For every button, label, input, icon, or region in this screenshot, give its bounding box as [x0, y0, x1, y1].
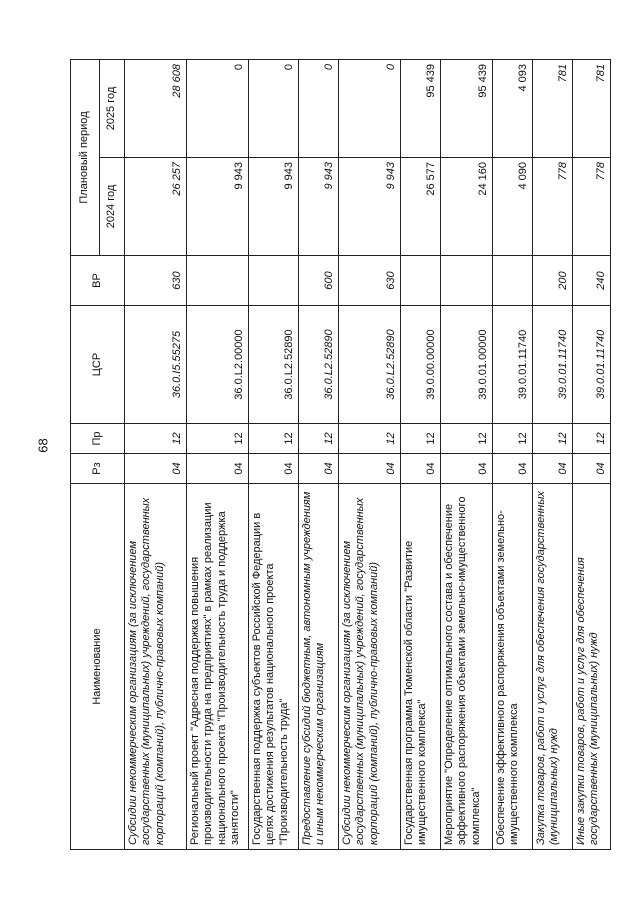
row-rz-cell: 04: [339, 454, 401, 484]
row-rz-cell: 04: [299, 454, 339, 484]
row-vr-cell: 600: [299, 256, 339, 306]
row-csr-cell: 39.0.01.00000: [441, 306, 493, 424]
row-value-2024-cell: 26 257: [125, 158, 187, 256]
row-rz-cell: 04: [441, 454, 493, 484]
row-pr-cell: 12: [339, 424, 401, 454]
row-name-cell: Государственная программа Тюменской области "Развитие имущественного комплекса": [401, 484, 441, 850]
row-pr-cell: 12: [441, 424, 493, 454]
budget-table: [70, 59, 611, 850]
row-value-2025-cell: 95 439: [401, 60, 441, 158]
row-value-2024-cell: 24 160: [441, 158, 493, 256]
row-csr-cell: 36.0.I5.55275: [125, 306, 187, 424]
row-rz-cell: 04: [533, 454, 573, 484]
row-value-2024-cell: 9 943: [187, 158, 249, 256]
row-name-cell: Субсидии некоммерческим организациям (за исключением государственных (муниципальных) учреждений, государственных корпораций (компаний), публично-правовых компаний): [125, 484, 187, 850]
table-row: [187, 60, 249, 850]
table-row: [573, 60, 611, 850]
row-name-cell: Мероприятие "Определение оптимального состава и обеспечение эффективного распоряжения объектами земельно-имущественного комплекса": [441, 484, 493, 850]
table-row: [299, 60, 339, 850]
table-row: [249, 60, 299, 850]
row-vr-cell: 240: [573, 256, 611, 306]
row-value-2024-cell: 9 943: [249, 158, 299, 256]
table-row: [125, 60, 187, 850]
row-csr-cell: 39.0.00.00000: [401, 306, 441, 424]
row-value-2024-cell: 26 577: [401, 158, 441, 256]
row-pr-cell: 12: [249, 424, 299, 454]
row-pr-cell: 12: [299, 424, 339, 454]
row-name-cell: Закупка товаров, работ и услуг для обеспечения государственных (муниципальных) нужд: [533, 484, 573, 850]
table-row: [533, 60, 573, 850]
header-csr: ЦСР: [71, 306, 125, 424]
row-vr-cell: 630: [339, 256, 401, 306]
row-vr-cell: 200: [533, 256, 573, 306]
row-name-cell: Предоставление субсидий бюджетным, автономным учреждениям и иным некоммерческим организациям: [299, 484, 339, 850]
row-value-2024-cell: 778: [573, 158, 611, 256]
row-name-cell: Обеспечение эффективного распоряжения объектами земельно-имущественного комплекса: [493, 484, 533, 850]
row-value-2024-cell: 778: [533, 158, 573, 256]
table-body: [125, 60, 611, 850]
row-value-2025-cell: 781: [533, 60, 573, 158]
row-rz-cell: 04: [401, 454, 441, 484]
row-rz-cell: 04: [493, 454, 533, 484]
row-value-2025-cell: 0: [339, 60, 401, 158]
row-name-cell: Государственная поддержка субъектов Российской Федерации в целях достижения результатов национального проекта "Производительность труда": [249, 484, 299, 850]
table-row: [401, 60, 441, 850]
row-pr-cell: 12: [493, 424, 533, 454]
row-vr-cell: [401, 256, 441, 306]
table-row: [339, 60, 401, 850]
row-rz-cell: 04: [187, 454, 249, 484]
row-name-cell: Иные закупки товаров, работ и услуг для обеспечения государственных (муниципальных) нужд: [573, 484, 611, 850]
row-csr-cell: 36.0.L2.52890: [299, 306, 339, 424]
header-name: Наименование: [71, 484, 125, 850]
row-pr-cell: 12: [401, 424, 441, 454]
row-vr-cell: [493, 256, 533, 306]
row-value-2025-cell: 0: [299, 60, 339, 158]
row-value-2025-cell: 0: [249, 60, 299, 158]
row-csr-cell: 39.0.01.11740: [573, 306, 611, 424]
row-name-cell: Региональный проект "Адресная поддержка повышения производительности труда на предприятиях" в рамках реализации национального проекта "Производительность труда и поддержка занятости": [187, 484, 249, 850]
row-csr-cell: 36.0.L2.52890: [249, 306, 299, 424]
table-row: [441, 60, 493, 850]
header-rz: Рз: [71, 454, 125, 484]
row-vr-cell: [249, 256, 299, 306]
row-value-2025-cell: 4 093: [493, 60, 533, 158]
page-number: 68: [35, 438, 51, 453]
row-rz-cell: 04: [573, 454, 611, 484]
header-planned-period: Плановый период: [71, 60, 100, 256]
row-pr-cell: 12: [573, 424, 611, 454]
row-rz-cell: 04: [249, 454, 299, 484]
row-rz-cell: 04: [125, 454, 187, 484]
row-csr-cell: 36.0.L2.00000: [187, 306, 249, 424]
row-value-2024-cell: 9 943: [299, 158, 339, 256]
budget-table-container: [70, 60, 607, 850]
header-row-1: [71, 60, 100, 850]
row-vr-cell: [441, 256, 493, 306]
row-csr-cell: 39.0.01.11740: [493, 306, 533, 424]
row-name-cell: Субсидии некоммерческим организациям (за исключением государственных (муниципальных) учреждений, государственных корпораций (компаний), публично-правовых компаний): [339, 484, 401, 850]
row-value-2025-cell: 28 608: [125, 60, 187, 158]
header-pr: Пр: [71, 424, 125, 454]
header-vr: ВР: [71, 256, 125, 306]
table-row: [493, 60, 533, 850]
rotated-table-frame: [70, 60, 607, 850]
row-csr-cell: 36.0.L2.52890: [339, 306, 401, 424]
row-pr-cell: 12: [125, 424, 187, 454]
row-pr-cell: 12: [533, 424, 573, 454]
row-value-2024-cell: 4 090: [493, 158, 533, 256]
row-vr-cell: [187, 256, 249, 306]
row-pr-cell: 12: [187, 424, 249, 454]
row-value-2025-cell: 781: [573, 60, 611, 158]
row-csr-cell: 39.0.01.11740: [533, 306, 573, 424]
row-value-2025-cell: 0: [187, 60, 249, 158]
row-value-2024-cell: 9 943: [339, 158, 401, 256]
row-value-2025-cell: 95 439: [441, 60, 493, 158]
header-year-2024: 2024 год: [100, 158, 125, 256]
header-year-2025: 2025 год: [100, 60, 125, 158]
row-vr-cell: 630: [125, 256, 187, 306]
